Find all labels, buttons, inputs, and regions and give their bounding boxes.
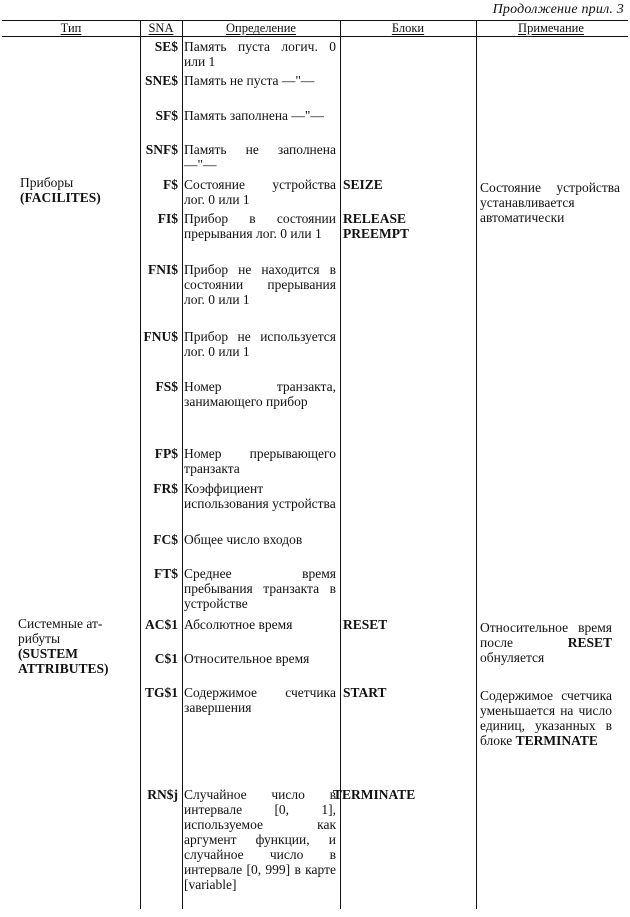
- sna-code: SE$: [154, 39, 178, 54]
- block-name: RESET: [343, 617, 388, 632]
- column-divider: [140, 20, 141, 909]
- header-blocks: Блоки: [391, 21, 425, 35]
- sna-code: SF$: [155, 108, 178, 123]
- sna-code: RN$j: [147, 787, 178, 802]
- definition-text: Среднее время пребывания транзакта в устройстве: [184, 566, 336, 611]
- definition-text: Прибор в состоянии прерывания лог. 0 или 1: [184, 211, 336, 241]
- note-text: Содержимое счетчика уменьшается на число единиц, указанных в блоке TERMINATE: [480, 688, 612, 748]
- sna-code: AC$1: [145, 617, 178, 632]
- sna-code: FI$: [157, 211, 178, 226]
- sna-code: F$: [163, 177, 178, 192]
- definition-text: Память не заполнена —"—: [184, 142, 336, 172]
- block-name: START: [343, 685, 387, 700]
- definition-text: Относительное время: [184, 651, 310, 666]
- appendix-table: [0, 20, 630, 917]
- note-text: Относительное время после RESET обнуляется: [480, 620, 612, 665]
- sna-code: FT$: [153, 566, 178, 581]
- definition-text: Память заполнена —"—: [184, 108, 324, 123]
- block-name: RELEASE: [343, 211, 407, 226]
- sna-code: C$1: [154, 651, 178, 666]
- group-system-attributes: Системные ат- рибуты (SUSTEM ATTRIBUTES): [18, 616, 109, 676]
- sna-code: TG$1: [144, 685, 178, 700]
- sna-code: FR$: [153, 481, 178, 496]
- continuation-caption: Продолжение прил. 3: [492, 2, 624, 17]
- column-divider: [340, 20, 341, 909]
- header-type: Тип: [60, 21, 82, 35]
- definition-text: Общее число входов: [184, 532, 303, 547]
- sna-code: SNE$: [144, 73, 178, 88]
- definition-text: Содержимое счетчика завершения: [184, 685, 336, 715]
- block-name: TERMINATE: [333, 787, 416, 802]
- sna-code: FNI$: [148, 262, 178, 277]
- definition-text: Прибор не находится в состоянии прерывания лог. 0 или 1: [184, 262, 336, 307]
- header-note: Примечание: [518, 21, 584, 35]
- sna-code: SNF$: [145, 142, 178, 157]
- group-facilities: Приборы (FACILITES): [20, 175, 101, 205]
- definition-text: Номер транзакта, занимающего прибор: [184, 379, 336, 409]
- sna-code: FNU$: [143, 329, 178, 344]
- definition-text: Абсолютное время: [184, 617, 293, 632]
- definition-text: Прибор не используется лог. 0 или 1: [184, 329, 336, 359]
- column-divider: [476, 20, 477, 909]
- block-name: PREEMPT: [343, 226, 409, 241]
- table-header-rule: [2, 36, 628, 37]
- sna-code: FP$: [154, 446, 178, 461]
- definition-text: Номер прерывающего транзакта: [184, 446, 336, 476]
- column-divider: [182, 20, 183, 909]
- block-name: SEIZE: [343, 177, 383, 192]
- definition-text: Случайное число в интервале [0, 1], используемое как аргумент функции, и случайное число в интервале [0, 999] в карте [variable]: [184, 787, 336, 892]
- sna-code: FC$: [153, 532, 178, 547]
- definition-text: Состояние устройства лог. 0 или 1: [184, 177, 336, 207]
- note-text: Состояние устройства устанавливается автоматически: [480, 180, 620, 225]
- definition-text: Память пуста логич. 0 или 1: [184, 39, 336, 69]
- header-sna: SNA: [148, 21, 174, 35]
- definition-text: Коэффициент использования устройства: [184, 481, 336, 511]
- sna-code: FS$: [155, 379, 178, 394]
- definition-text: Память не пуста —"—: [184, 73, 315, 88]
- header-definition: Определение: [226, 21, 296, 35]
